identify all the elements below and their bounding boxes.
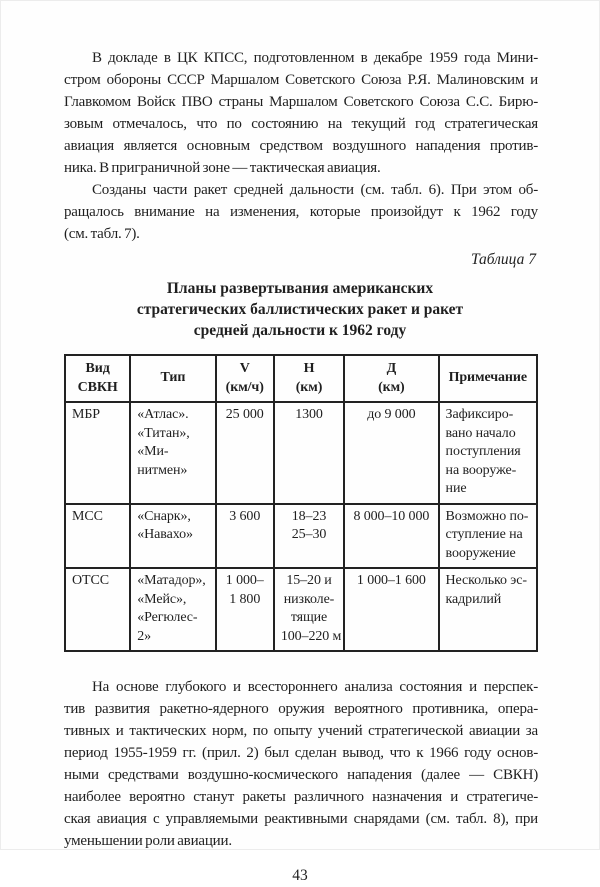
table-cell	[65, 568, 130, 651]
table-cell	[216, 402, 274, 504]
cell-line: Д	[386, 361, 397, 376]
cell-line: «Снарк»,	[137, 508, 191, 524]
cell-line: «Атлас».	[137, 407, 189, 422]
cell-line: (км)	[295, 379, 323, 395]
paragraph-intro-report	[64, 47, 538, 179]
table-row	[65, 402, 537, 504]
deployment-table	[64, 354, 538, 652]
table-cell	[344, 402, 438, 504]
cell-line: (км)	[378, 379, 405, 395]
title-line: стратегических баллистических ракет и ракет	[136, 301, 464, 318]
table-header-cell	[216, 355, 274, 402]
cell-line: Вид	[85, 361, 110, 376]
text-line: тивных и тактических норм, по опыту учений стратегической авиации за	[64, 723, 538, 739]
text-line: зовым отмечалось, что по состоянию на текущий год стратегическая	[64, 116, 538, 132]
text-line: ращалось внимание на изменения, которые произойдут к 1962 году	[64, 204, 538, 220]
table-row	[65, 504, 537, 569]
cell-line: «Мейс»,	[137, 591, 187, 607]
table-cell	[65, 504, 130, 569]
text-line: Главкомом Войск ПВО страны Маршалом Советского Союза С.С. Бирю-	[64, 94, 538, 110]
table-header-cell	[130, 355, 215, 402]
cell-line: 25 000	[225, 407, 264, 422]
cell-line: МБР	[72, 407, 100, 422]
cell-line: 1 000–	[225, 573, 264, 588]
text-line: Созданы части ракет средней дальности (см. табл. 6). При этом об-	[92, 182, 538, 198]
cell-line: Примечание	[448, 370, 527, 386]
cell-line: V	[239, 361, 250, 376]
table-cell	[65, 402, 130, 504]
text-line: (см. табл. 7).	[64, 226, 140, 242]
cell-line: 1300	[295, 407, 323, 422]
cell-line: кадрилий	[445, 591, 502, 607]
paragraph-conclusion	[64, 676, 538, 852]
cell-line: МСС	[72, 508, 103, 524]
table-title	[64, 278, 536, 341]
table-cell	[439, 568, 537, 651]
cell-line: 18–23	[291, 508, 327, 524]
table-header-cell	[344, 355, 438, 402]
text-line: стром обороны СССР Маршалом Советского Союза Р.Я. Малиновским и	[64, 72, 538, 88]
table-cell	[130, 402, 215, 504]
cell-line: ступление на	[445, 527, 523, 542]
table-cell	[274, 504, 344, 569]
cell-line: 3 600	[229, 508, 261, 524]
cell-line: тящие	[290, 610, 328, 625]
paragraph-missile-units	[64, 179, 538, 245]
text-line: период 1955-1959 гг. (прил. 2) был сделан вывод, что к 1966 году основ-	[64, 745, 538, 761]
table-cell	[274, 568, 344, 651]
table-cell	[439, 402, 537, 504]
text-line: ника. В приграничной зоне — тактическая авиация.	[64, 160, 381, 176]
cell-line: ОТСС	[72, 573, 109, 588]
cell-line: поступления	[445, 444, 521, 459]
cell-line: «Титан»,	[137, 425, 190, 441]
text-line: ская авиация с управляемыми реактивными снарядами (см. табл. 8), при	[64, 811, 538, 827]
page-number: 43	[292, 867, 308, 884]
cell-line: Возможно по-	[445, 508, 529, 524]
cell-line: (км/ч)	[225, 379, 264, 395]
cell-line: 1 000–1 600	[356, 573, 426, 588]
cell-line: «Ми-	[137, 444, 169, 459]
cell-line: вано начало	[445, 425, 516, 441]
text-line: авиация является основным средством воздушного нападения против-	[64, 138, 538, 154]
cell-line: низколе-	[283, 591, 335, 607]
cell-line: Несколько эс-	[445, 573, 527, 588]
title-line: Планы развертывания американских	[166, 280, 434, 297]
table-header-cell	[274, 355, 344, 402]
cell-line: 100–220 м	[280, 628, 342, 644]
cell-line: «Регюлес-	[137, 610, 198, 625]
text-line: уменьшении роли авиации.	[64, 833, 232, 849]
cell-line: «Навахо»	[137, 527, 193, 542]
cell-line: СВКН	[77, 379, 118, 395]
cell-line: «Матадор»,	[137, 573, 206, 588]
table-cell	[439, 504, 537, 569]
table-cell	[274, 402, 344, 504]
cell-line: на вооруже-	[445, 462, 517, 478]
cell-line: 2»	[137, 628, 152, 644]
cell-line: Тип	[160, 370, 186, 386]
table-header-row	[65, 355, 537, 402]
cell-line: Н	[303, 361, 315, 376]
table-cell	[344, 504, 438, 569]
cell-line: Зафиксиро-	[445, 407, 514, 422]
table-cell	[216, 568, 274, 651]
text-line: На основе глубокого и всестороннего анализа состояния и перспек-	[92, 679, 538, 695]
cell-line: 1 800	[229, 591, 261, 607]
table-cell	[130, 568, 215, 651]
text-line: В докладе в ЦК КПСС, подготовленном в декабре 1959 года Мини-	[92, 50, 538, 66]
text-line: наиболее вероятно станут ракеты различного назначения и стратегиче-	[64, 789, 538, 805]
cell-line: ние	[445, 481, 467, 496]
table-row	[65, 568, 537, 651]
table-cell	[130, 504, 215, 569]
text-line: тив развития ракетно-ядерного оружия вероятного противника, опера-	[64, 701, 538, 717]
cell-line: 8 000–10 000	[353, 508, 430, 524]
table-cell	[216, 504, 274, 569]
table-header-cell	[439, 355, 537, 402]
cell-line: 25–30	[291, 527, 327, 542]
cell-line: вооружение	[445, 545, 516, 561]
text-line: ными средствами воздушно-космического нападения (далее — СВКН)	[64, 767, 538, 783]
table-cell	[344, 568, 438, 651]
table-header-cell	[65, 355, 130, 402]
table-label: Таблица 7	[470, 251, 536, 268]
cell-line: нитмен»	[137, 462, 188, 478]
cell-line: 15–20 и	[286, 573, 332, 588]
title-line: средней дальности к 1962 году	[193, 322, 407, 339]
cell-line: до 9 000	[367, 407, 416, 422]
